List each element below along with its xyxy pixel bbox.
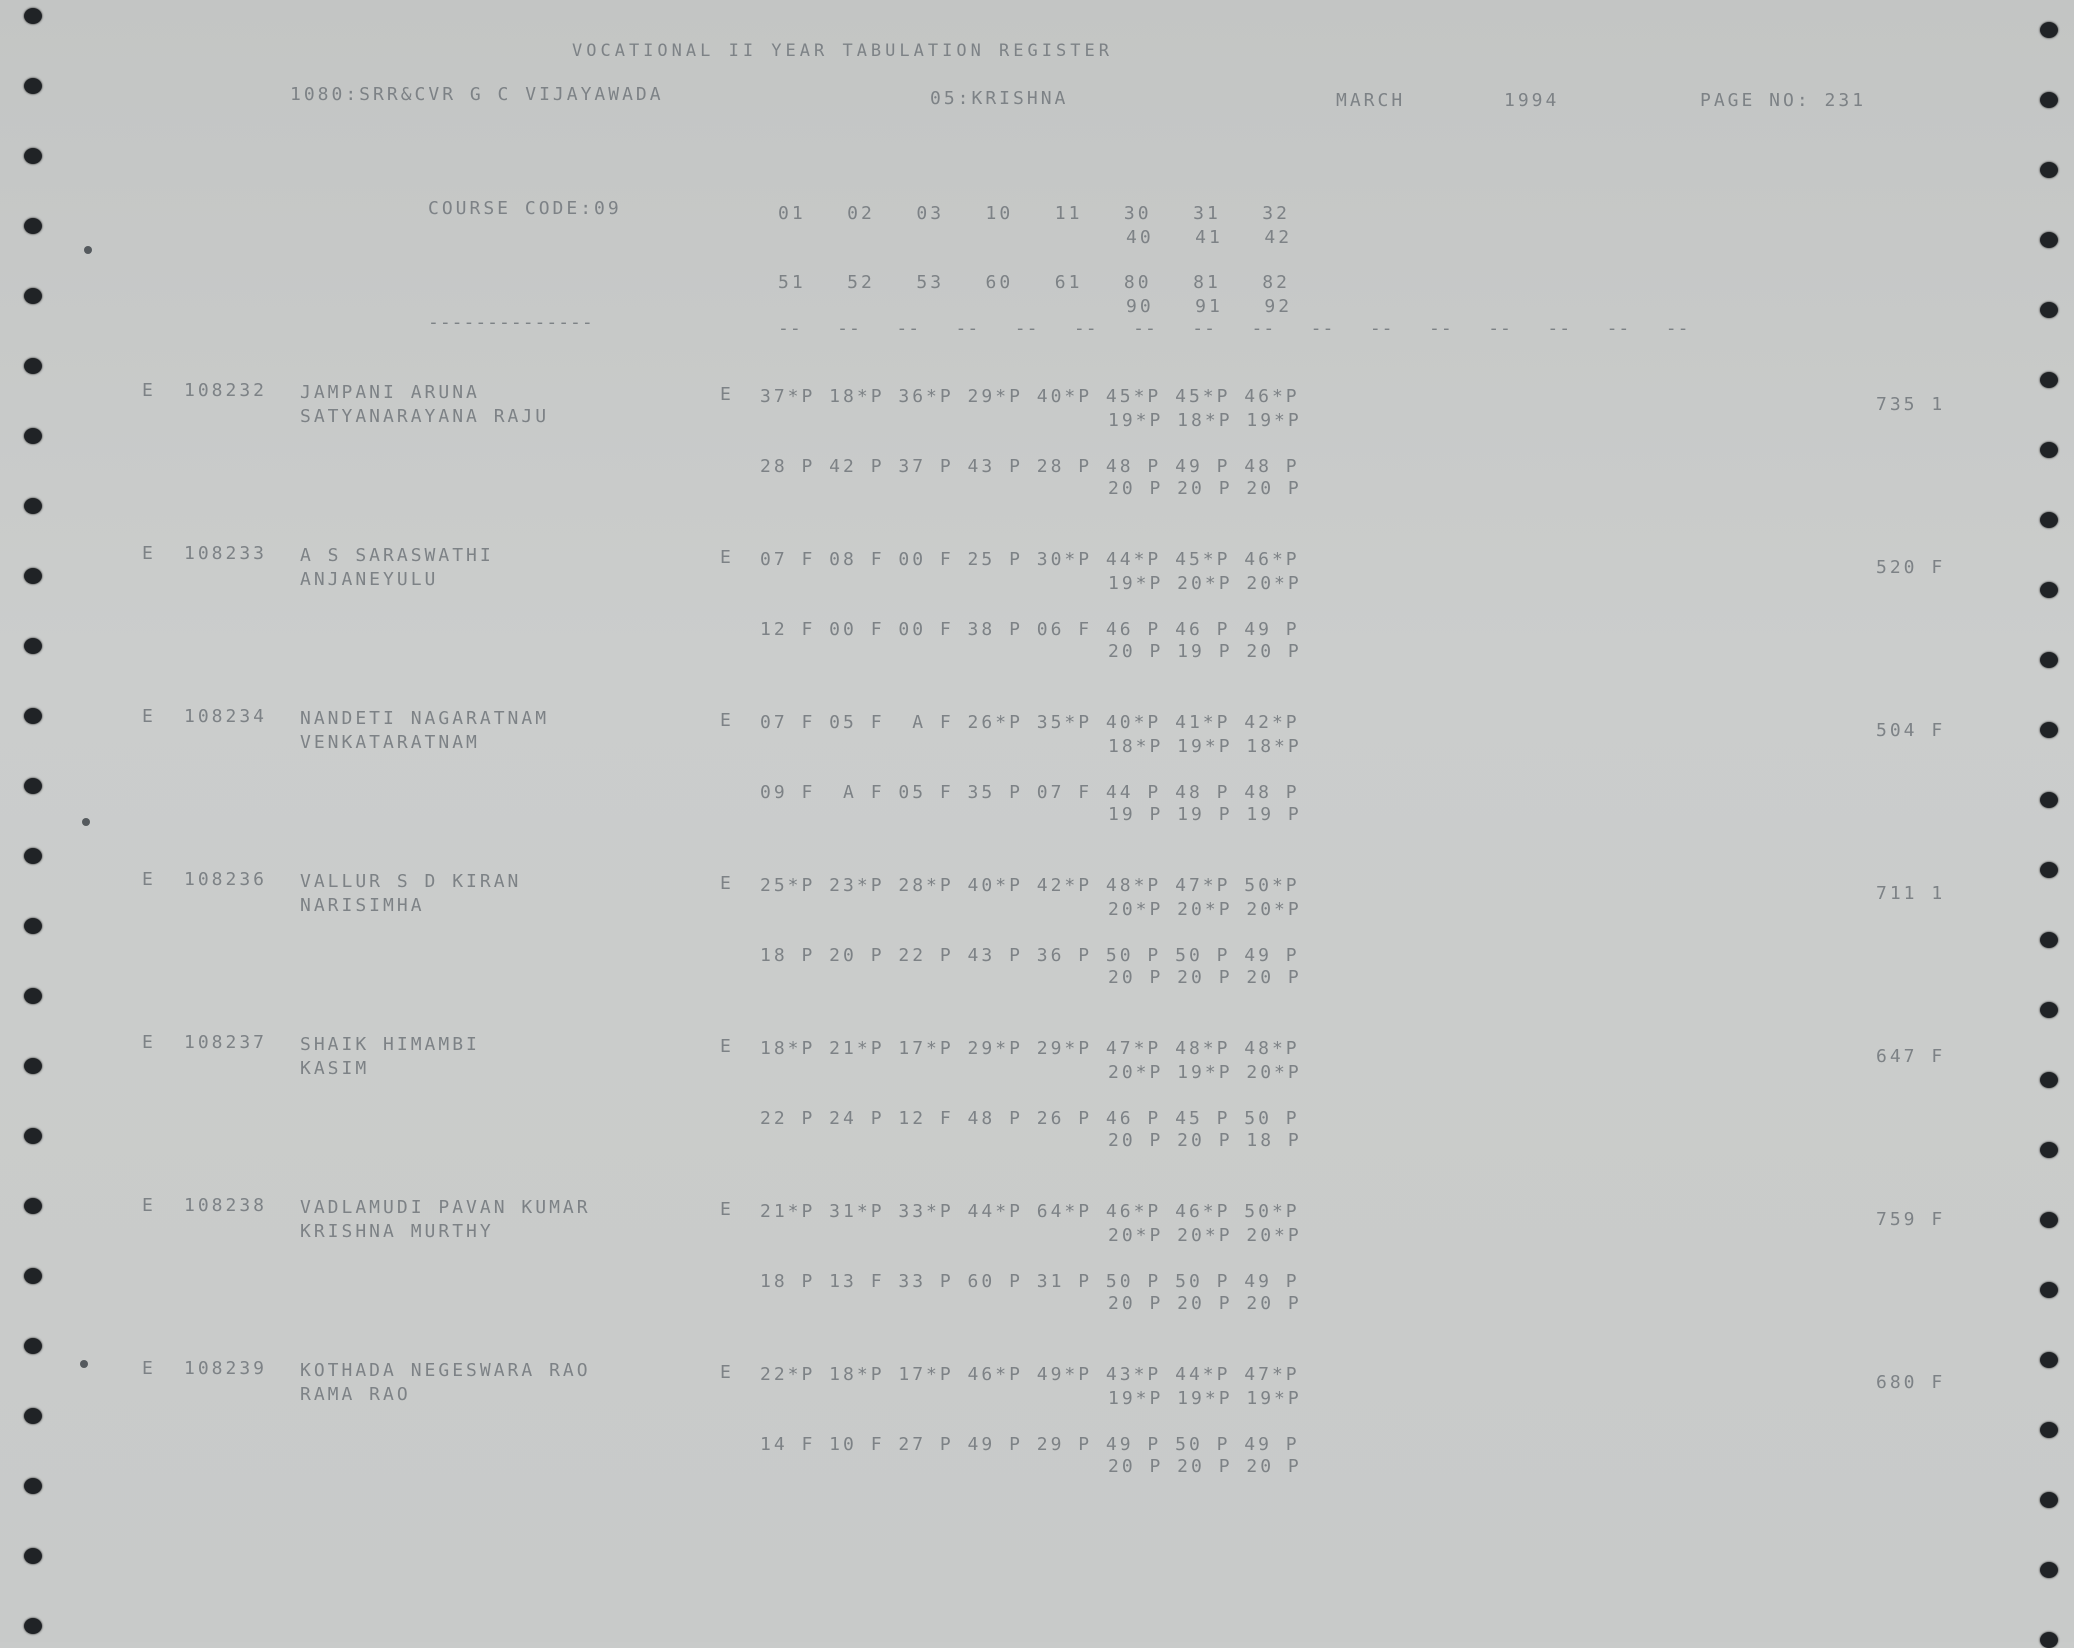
marks-row1: 21*P 31*P 33*P 44*P 64*P 46*P 46*P 50*P: [760, 1201, 1300, 1222]
candidate-type: E: [142, 1032, 156, 1053]
feed-hole: [24, 218, 42, 234]
marks-row1b: 20*P 20*P 20*P: [1108, 899, 1302, 920]
candidate-father-name: KASIM: [300, 1058, 370, 1079]
candidate-hall-ticket: 108234: [184, 706, 268, 727]
feed-hole: [2040, 232, 2058, 248]
feed-hole: [2040, 1632, 2058, 1648]
feed-hole: [24, 1548, 42, 1564]
feed-hole: [24, 8, 42, 24]
feed-hole: [24, 358, 42, 374]
candidate-stream: E: [720, 1362, 734, 1383]
feed-hole: [2040, 1422, 2058, 1438]
marks-row2: 22 P 24 P 12 F 48 P 26 P 46 P 45 P 50 P: [760, 1108, 1300, 1129]
candidate-name: JAMPANI ARUNA: [300, 382, 480, 403]
candidate-stream: E: [720, 1036, 734, 1057]
feed-hole: [24, 428, 42, 444]
header-underline-left: --------------: [428, 312, 594, 333]
feed-hole: [24, 1058, 42, 1074]
candidate-type: E: [142, 706, 156, 727]
subject-codes-row1b: 40 41 42: [1126, 227, 1293, 248]
marks-row2b: 20 P 20 P 20 P: [1108, 1293, 1302, 1314]
district-code: 05:KRISHNA: [930, 88, 1069, 109]
marks-row1: 07 F 08 F 00 F 25 P 30*P 44*P 45*P 46*P: [760, 549, 1300, 570]
feed-hole: [2040, 1562, 2058, 1578]
candidate-type: E: [142, 1195, 156, 1216]
feed-hole: [24, 288, 42, 304]
exam-month: MARCH: [1336, 90, 1406, 111]
feed-hole: [2040, 372, 2058, 388]
marks-row1: 18*P 21*P 17*P 29*P 29*P 47*P 48*P 48*P: [760, 1038, 1300, 1059]
candidate-hall-ticket: 108238: [184, 1195, 268, 1216]
total-result: 759 F: [1876, 1209, 1946, 1230]
candidate-hall-ticket: 108237: [184, 1032, 268, 1053]
feed-hole: [24, 1408, 42, 1424]
candidate-name: A S SARASWATHI: [300, 545, 494, 566]
marks-row2b: 20 P 20 P 18 P: [1108, 1130, 1302, 1151]
candidate-stream: E: [720, 873, 734, 894]
feed-hole: [2040, 932, 2058, 948]
candidate-name: VADLAMUDI PAVAN KUMAR: [300, 1197, 591, 1218]
candidate-name: NANDETI NAGARATNAM: [300, 708, 550, 729]
feed-hole: [24, 1128, 42, 1144]
feed-hole: [2040, 22, 2058, 38]
candidate-father-name: NARISIMHA: [300, 895, 425, 916]
feed-hole: [2040, 722, 2058, 738]
feed-hole: [24, 1618, 42, 1634]
college-code: 1080:SRR&CVR G C VIJAYAWADA: [290, 84, 664, 105]
subject-codes-row2: 51 52 53 60 61 80 81 82: [778, 272, 1290, 293]
marks-row1b: 19*P 19*P 19*P: [1108, 1388, 1302, 1409]
feed-hole: [24, 568, 42, 584]
stray-mark: [82, 818, 90, 826]
candidate-type: E: [142, 543, 156, 564]
total-result: 504 F: [1876, 720, 1946, 741]
marks-row2: 12 F 00 F 00 F 38 P 06 F 46 P 46 P 49 P: [760, 619, 1300, 640]
marks-row1b: 20*P 19*P 20*P: [1108, 1062, 1302, 1083]
marks-row2: 09 F A F 05 F 35 P 07 F 44 P 48 P 48 P: [760, 782, 1300, 803]
candidate-hall-ticket: 108233: [184, 543, 268, 564]
candidate-father-name: SATYANARAYANA RAJU: [300, 406, 550, 427]
feed-hole: [24, 638, 42, 654]
candidate-name: KOTHADA NEGESWARA RAO: [300, 1360, 591, 1381]
candidate-stream: E: [720, 547, 734, 568]
marks-row1: 07 F 05 F A F 26*P 35*P 40*P 41*P 42*P: [760, 712, 1300, 733]
feed-hole: [24, 988, 42, 1004]
feed-hole: [24, 848, 42, 864]
candidate-stream: E: [720, 710, 734, 731]
feed-hole: [2040, 92, 2058, 108]
stray-mark: [80, 1360, 88, 1368]
candidate-type: E: [142, 380, 156, 401]
marks-row2: 28 P 42 P 37 P 43 P 28 P 48 P 49 P 48 P: [760, 456, 1300, 477]
marks-row2: 14 F 10 F 27 P 49 P 29 P 49 P 50 P 49 P: [760, 1434, 1300, 1455]
subject-codes-row2b: 90 91 92: [1126, 296, 1293, 317]
feed-hole: [24, 708, 42, 724]
feed-hole: [24, 1268, 42, 1284]
marks-row1b: 20*P 20*P 20*P: [1108, 1225, 1302, 1246]
candidate-hall-ticket: 108232: [184, 380, 268, 401]
feed-hole: [2040, 1282, 2058, 1298]
marks-row2: 18 P 13 F 33 P 60 P 31 P 50 P 50 P 49 P: [760, 1271, 1300, 1292]
total-result: 680 F: [1876, 1372, 1946, 1393]
candidate-hall-ticket: 108236: [184, 869, 268, 890]
page-number: PAGE NO: 231: [1700, 90, 1867, 111]
header-underline-right: -- -- -- -- -- -- -- -- -- -- -- -- -- -- -- --: [778, 318, 1690, 339]
marks-row2b: 19 P 19 P 19 P: [1108, 804, 1302, 825]
feed-hole: [2040, 1352, 2058, 1368]
feed-hole: [24, 1478, 42, 1494]
feed-hole: [24, 778, 42, 794]
candidate-stream: E: [720, 384, 734, 405]
marks-row2b: 20 P 20 P 20 P: [1108, 1456, 1302, 1477]
feed-hole: [2040, 582, 2058, 598]
feed-hole: [24, 918, 42, 934]
candidate-name: VALLUR S D KIRAN: [300, 871, 522, 892]
feed-hole: [2040, 302, 2058, 318]
total-result: 735 1: [1876, 394, 1946, 415]
candidate-father-name: VENKATARATNAM: [300, 732, 480, 753]
candidate-type: E: [142, 869, 156, 890]
subject-codes-row1: 01 02 03 10 11 30 31 32: [778, 203, 1290, 224]
feed-hole: [2040, 652, 2058, 668]
marks-row1: 37*P 18*P 36*P 29*P 40*P 45*P 45*P 46*P: [760, 386, 1300, 407]
left-tractor-holes: [24, 0, 54, 1642]
right-tractor-holes: [2040, 0, 2070, 1642]
candidate-hall-ticket: 108239: [184, 1358, 268, 1379]
marks-row1b: 19*P 18*P 19*P: [1108, 410, 1302, 431]
feed-hole: [2040, 162, 2058, 178]
marks-row1: 22*P 18*P 17*P 46*P 49*P 43*P 44*P 47*P: [760, 1364, 1300, 1385]
marks-row2b: 20 P 20 P 20 P: [1108, 478, 1302, 499]
register-title: VOCATIONAL II YEAR TABULATION REGISTER: [572, 41, 1113, 61]
total-result: 647 F: [1876, 1046, 1946, 1067]
feed-hole: [2040, 862, 2058, 878]
course-code-label: COURSE CODE:09: [428, 198, 622, 219]
feed-hole: [2040, 1212, 2058, 1228]
candidate-stream: E: [720, 1199, 734, 1220]
feed-hole: [2040, 442, 2058, 458]
feed-hole: [24, 1198, 42, 1214]
stray-mark: [84, 246, 92, 254]
exam-year: 1994: [1504, 90, 1560, 111]
candidate-father-name: KRISHNA MURTHY: [300, 1221, 494, 1242]
marks-row1b: 19*P 20*P 20*P: [1108, 573, 1302, 594]
feed-hole: [2040, 1142, 2058, 1158]
feed-hole: [24, 1338, 42, 1354]
feed-hole: [24, 78, 42, 94]
feed-hole: [2040, 1002, 2058, 1018]
candidate-type: E: [142, 1358, 156, 1379]
candidate-father-name: ANJANEYULU: [300, 569, 439, 590]
feed-hole: [2040, 792, 2058, 808]
total-result: 711 1: [1876, 883, 1946, 904]
feed-hole: [2040, 1492, 2058, 1508]
marks-row2b: 20 P 20 P 20 P: [1108, 967, 1302, 988]
feed-hole: [2040, 512, 2058, 528]
marks-row1: 25*P 23*P 28*P 40*P 42*P 48*P 47*P 50*P: [760, 875, 1300, 896]
marks-row2b: 20 P 19 P 20 P: [1108, 641, 1302, 662]
marks-row2: 18 P 20 P 22 P 43 P 36 P 50 P 50 P 49 P: [760, 945, 1300, 966]
marks-row1b: 18*P 19*P 18*P: [1108, 736, 1302, 757]
candidate-name: SHAIK HIMAMBI: [300, 1034, 480, 1055]
feed-hole: [2040, 1072, 2058, 1088]
candidate-father-name: RAMA RAO: [300, 1384, 411, 1405]
total-result: 520 F: [1876, 557, 1946, 578]
feed-hole: [24, 498, 42, 514]
feed-hole: [24, 148, 42, 164]
